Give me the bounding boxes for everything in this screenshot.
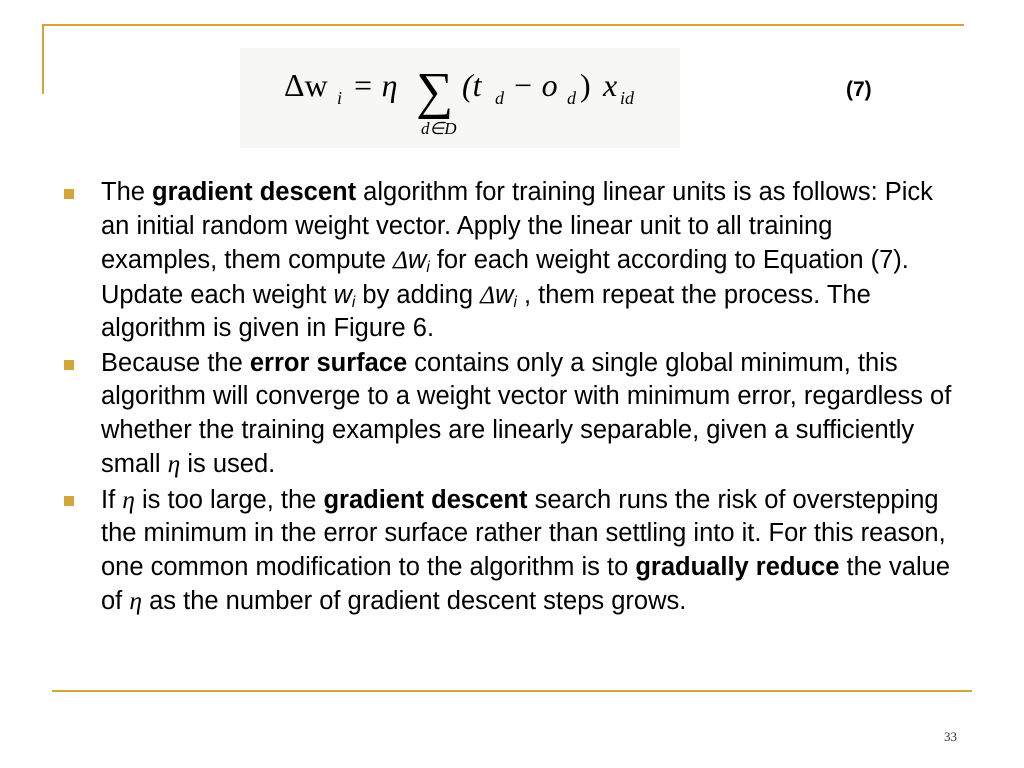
page-number: 33 — [944, 729, 957, 744]
text: , them repeat the process. The algorithm is given in Figure 6. — [101, 280, 871, 342]
bold-term: gradient descent — [152, 178, 357, 206]
text: for each weight according to Equation (7). Update each weight — [101, 246, 909, 309]
text: algorithm for training linear units is as follows: Pick an initial random weight vector. Apply the linear unit to all training examples, them compute — [101, 178, 933, 274]
text: contains only a single global minimum, this algorithm will converge to a weight vector with minimum error, regardless of whether the training examples are linearly separable, given a sufficiently small — [101, 348, 952, 478]
eq-sum-subscript: d∈D — [421, 119, 457, 138]
frame-left-rule — [42, 24, 44, 94]
text: the value of — [101, 552, 951, 615]
eq-x-term: x — [603, 67, 618, 103]
square-bullet-icon — [64, 496, 74, 506]
bullet-error-surface — [64, 347, 954, 482]
equation-formula — [240, 48, 680, 148]
eq-x-subscript: id — [620, 88, 635, 108]
text: by adding — [355, 280, 481, 309]
frame-top-rule — [42, 24, 964, 26]
frame-bottom-rule — [52, 690, 972, 692]
text: as the number of gradient descent steps grows. — [142, 587, 687, 615]
bullet-list — [64, 176, 954, 620]
text: is too large, the — [134, 485, 324, 514]
eq-t-term: (t — [462, 67, 482, 103]
eq-sum-sign: ∑ — [416, 63, 454, 120]
subscript-i: i — [513, 293, 517, 311]
square-bullet-icon — [64, 189, 74, 199]
eta-symbol: η — [129, 586, 143, 615]
equation-image — [240, 48, 680, 148]
delta-symbol: Δ — [392, 245, 408, 274]
bullet-gradient-descent-algorithm — [64, 176, 954, 346]
text: search runs the risk of overstepping the minimum in the error surface rather than settling into it. For this reason, one common modification to the algorithm is to — [101, 485, 946, 581]
eq-o-term: − o — [512, 67, 558, 103]
variable-w: w — [495, 280, 514, 309]
delta-symbol: Δ — [480, 279, 496, 309]
eta-symbol: η — [122, 484, 135, 514]
eq-equals-eta: = η — [352, 67, 398, 103]
bullet-learning-rate — [64, 483, 954, 619]
eq-o-subscript: d — [567, 88, 576, 108]
subscript-i: i — [426, 258, 430, 276]
text: is used. — [180, 450, 276, 478]
eq-close-paren: ) — [580, 67, 591, 103]
equation-number: (7) — [846, 78, 872, 101]
text: The — [101, 178, 153, 206]
variable-w: w — [407, 246, 427, 274]
text: Because the — [101, 348, 250, 377]
eta-symbol: η — [167, 449, 181, 478]
eq-lhs-subscript: i — [337, 88, 343, 108]
text: If — [101, 485, 123, 514]
bold-term: error surface — [249, 348, 408, 377]
variable-w: w — [333, 280, 352, 309]
square-bullet-icon — [64, 360, 74, 370]
bold-term: gradually reduce — [635, 552, 840, 581]
eq-lhs: Δw — [284, 67, 328, 103]
subscript-i: i — [351, 293, 356, 311]
bold-term: gradient descent — [323, 485, 528, 514]
eq-t-subscript: d — [495, 88, 504, 108]
